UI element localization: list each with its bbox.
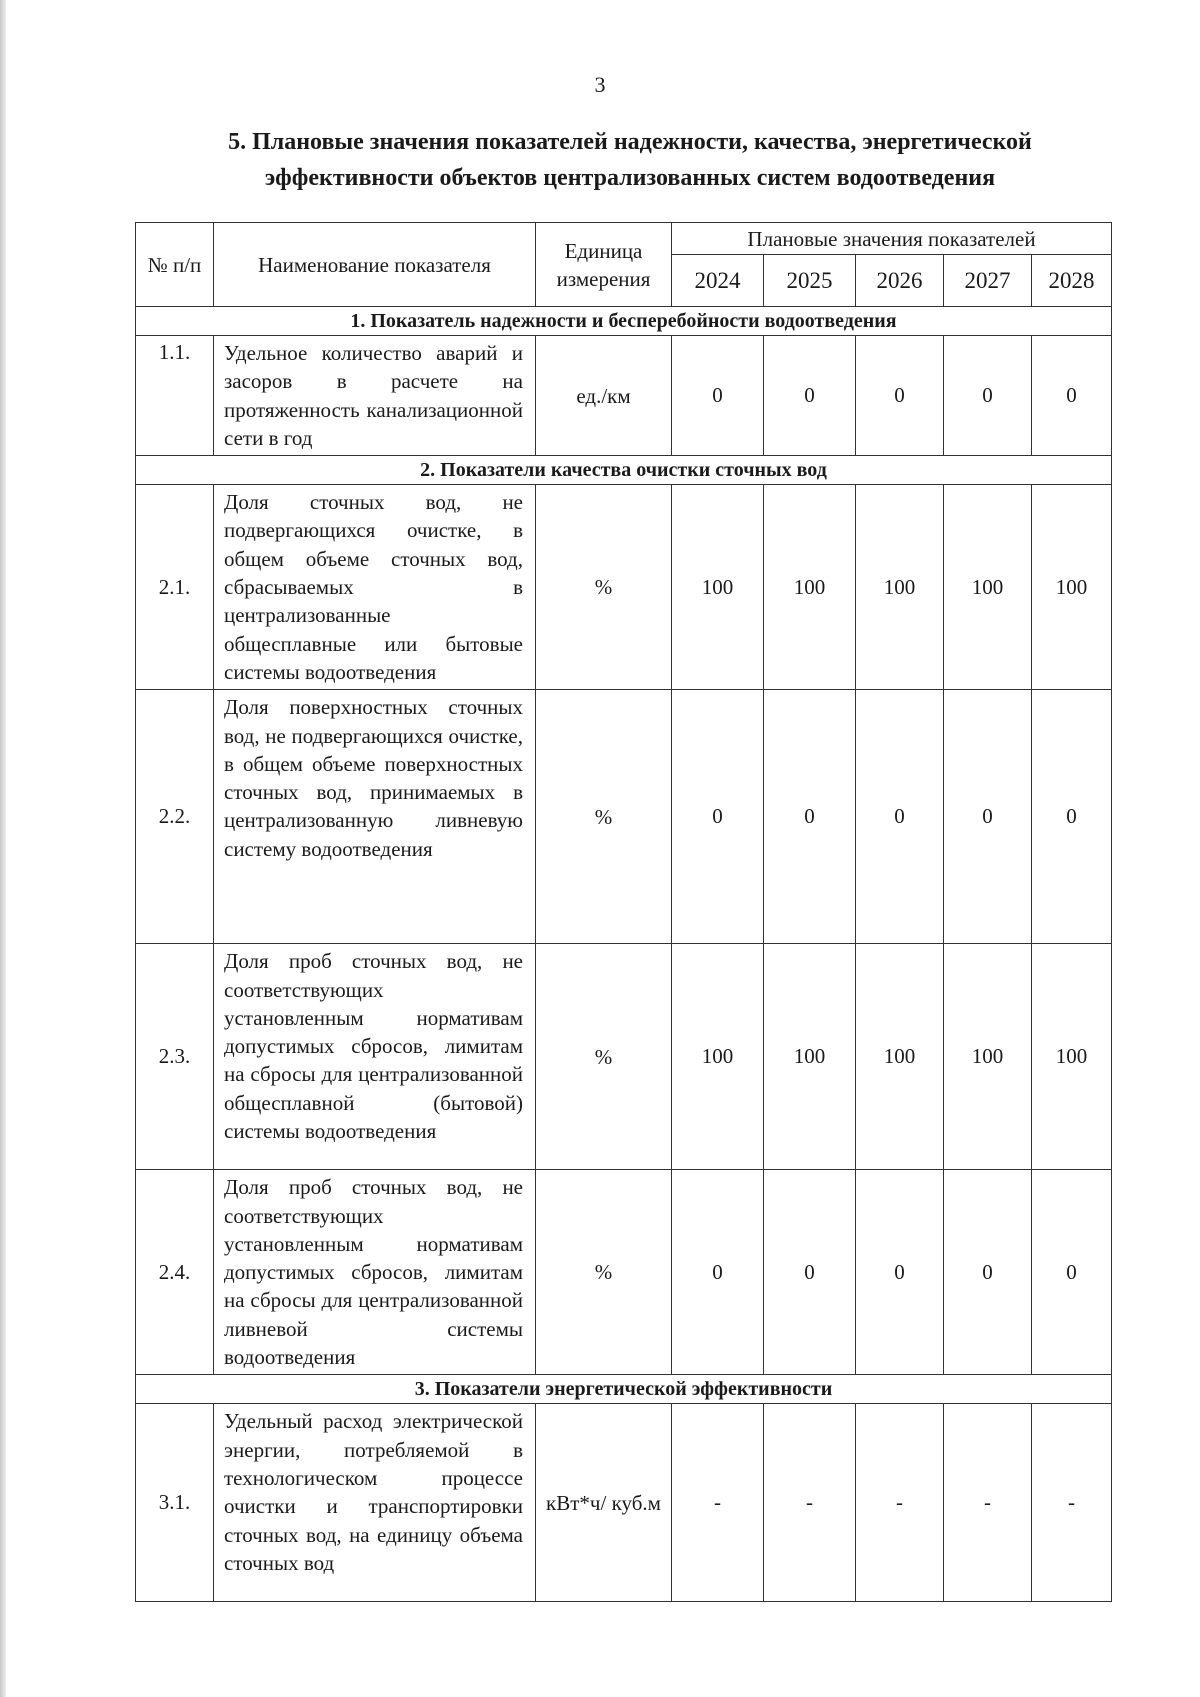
header-year-2028: 2028 [1032, 255, 1112, 307]
group-title-3: 3. Показатели энергетической эффективности [136, 1375, 1112, 1404]
table-row [136, 1170, 1112, 1375]
scan-edge [0, 0, 6, 1697]
section-title-line1: 5. Плановые значения показателей надежности, качества, энергетической [228, 129, 1032, 155]
value-2026: 0 [856, 690, 944, 944]
value-2027: 0 [944, 1170, 1032, 1375]
value-2027: 100 [944, 485, 1032, 690]
row-unit: % [536, 690, 672, 944]
row-number: 1.1. [136, 336, 214, 456]
row-name: Доля проб сточных вод, не соответствующих установленным нормативам допустимых сбросов, лимитам на сбросы для централизованной общесплавной (бытовой) системы водоотведения [214, 944, 536, 1170]
value-2026: 0 [856, 1170, 944, 1375]
value-2025: 0 [764, 336, 856, 456]
row-unit: % [536, 944, 672, 1170]
value-2025: 0 [764, 1170, 856, 1375]
row-name: Удельный расход электрической энергии, потребляемой в технологическом процессе очистки и транспортировки сточных вод, на единицу объема сточных вод [214, 1404, 536, 1602]
row-name: Доля поверхностных сточных вод, не подвергающихся очистке, в общем объеме поверхностных сточных вод, принимаемых в централизованную ливневую систему водоотведения [214, 690, 536, 944]
row-name: Доля проб сточных вод, не соответствующих установленным нормативам допустимых сбросов, лимитам на сбросы для централизованной ливневой системы водоотведения [214, 1170, 536, 1375]
row-unit: % [536, 1170, 672, 1375]
value-2024: 0 [672, 336, 764, 456]
value-2026: 100 [856, 485, 944, 690]
row-number: 2.2. [136, 690, 214, 944]
header-planned: Плановые значения показателей [672, 223, 1112, 255]
section-title [140, 124, 1120, 196]
value-2028: 0 [1032, 690, 1112, 944]
value-2025: 0 [764, 690, 856, 944]
value-2027: - [944, 1404, 1032, 1602]
value-2027: 100 [944, 944, 1032, 1170]
value-2024: 0 [672, 1170, 764, 1375]
value-2028: 0 [1032, 1170, 1112, 1375]
row-number: 2.4. [136, 1170, 214, 1375]
value-2028: 0 [1032, 336, 1112, 456]
page-number: 3 [594, 72, 606, 97]
value-2026: 0 [856, 336, 944, 456]
indicators-table [135, 222, 1111, 1602]
header-year-2024: 2024 [672, 255, 764, 307]
header-number: № п/п [136, 223, 214, 307]
row-number: 2.3. [136, 944, 214, 1170]
section-title-line2: эффективности объектов централизованных систем водоотведения [264, 165, 996, 191]
value-2025: 100 [764, 944, 856, 1170]
table-row [136, 1404, 1112, 1602]
value-2024: 100 [672, 485, 764, 690]
header-year-2027: 2027 [944, 255, 1032, 307]
row-name: Удельное количество аварий и засоров в расчете на протяженность канализационной сети в год [214, 336, 536, 456]
group-title-2: 2. Показатели качества очистки сточных вод [136, 456, 1112, 485]
group-title-1: 1. Показатель надежности и бесперебойности водоотведения [136, 307, 1112, 336]
row-number: 2.1. [136, 485, 214, 690]
value-2024: 100 [672, 944, 764, 1170]
value-2027: 0 [944, 690, 1032, 944]
value-2026: - [856, 1404, 944, 1602]
header-unit: Единица измерения [536, 223, 672, 307]
table-row [136, 690, 1112, 944]
row-unit: % [536, 485, 672, 690]
header-year-2026: 2026 [856, 255, 944, 307]
value-2026: 100 [856, 944, 944, 1170]
table-row [136, 485, 1112, 690]
table-row [136, 336, 1112, 456]
value-2027: 0 [944, 336, 1032, 456]
row-unit: кВт*ч/ куб.м [536, 1404, 672, 1602]
header-year-2025: 2025 [764, 255, 856, 307]
row-name: Доля сточных вод, не подвергающихся очистке, в общем объеме сточных вод, сбрасываемых в централизованные общесплавные или бытовые системы водоотведения [214, 485, 536, 690]
value-2028: - [1032, 1404, 1112, 1602]
value-2024: 0 [672, 690, 764, 944]
row-number: 3.1. [136, 1404, 214, 1602]
value-2028: 100 [1032, 485, 1112, 690]
value-2025: - [764, 1404, 856, 1602]
value-2024: - [672, 1404, 764, 1602]
header-name: Наименование показателя [214, 223, 536, 307]
value-2025: 100 [764, 485, 856, 690]
value-2028: 100 [1032, 944, 1112, 1170]
row-unit: ед./км [536, 336, 672, 456]
table-row [136, 944, 1112, 1170]
